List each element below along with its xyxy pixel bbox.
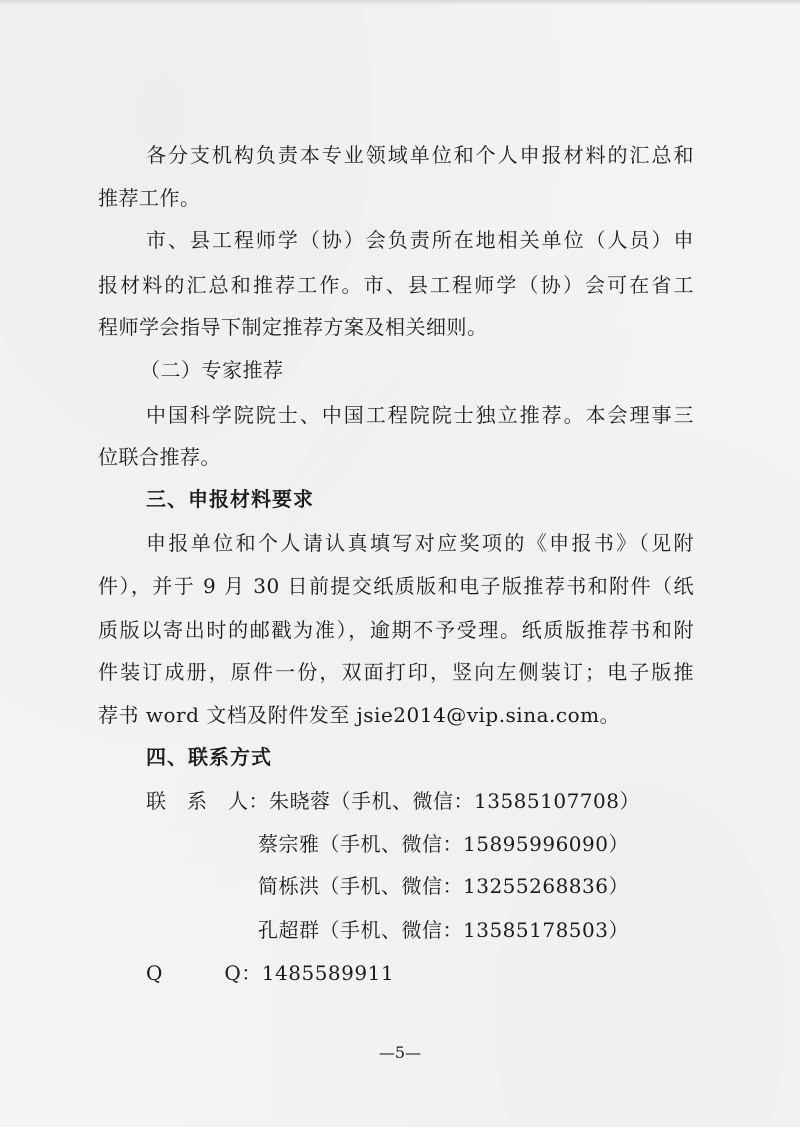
paragraph-line: 位联合推荐。	[98, 445, 221, 469]
paragraph-line: 质版以寄出时的邮戳为准），逾期不予受理。纸质版推荐书和附	[98, 618, 694, 642]
section-heading: 三、申报材料要求	[146, 487, 314, 511]
paragraph-line: 荐书 word 文档及附件发至 jsie2014@vip.sina.com。	[98, 703, 621, 727]
paragraph-line: 申报单位和个人请认真填写对应奖项的《申报书》（见附	[146, 531, 694, 555]
qq-line: Q Q：1485589911	[146, 961, 395, 985]
scan-edge	[0, 0, 800, 6]
paragraph-line: 推荐工作。	[98, 186, 201, 210]
paragraph-line: 件），并于 9 月 30 日前提交纸质版和电子版推荐书和附件（纸	[98, 574, 694, 598]
section-heading: 四、联系方式	[146, 745, 272, 769]
paragraph-line: 市、县工程师学（协）会负责所在地相关单位（人员）申	[146, 228, 694, 252]
contact-line: 简栎洪（手机、微信：13255268836）	[258, 874, 629, 898]
subsection-heading: （二）专家推荐	[140, 358, 284, 382]
paragraph-line: 报材料的汇总和推荐工作。市、县工程师学（协）会可在省工	[98, 273, 694, 297]
page-number: —5—	[378, 1043, 422, 1062]
paragraph-line: 中国科学院院士、中国工程院院士独立推荐。本会理事三	[146, 403, 694, 427]
contact-line: 蔡宗雅（手机、微信：15895996090）	[258, 832, 629, 856]
paragraph-line: 各分支机构负责本专业领域单位和个人申报材料的汇总和	[146, 143, 694, 167]
paragraph-line: 程师学会指导下制定推荐方案及相关细则。	[98, 315, 488, 339]
contact-line: 联 系 人：朱晓蓉（手机、微信：13585107708）	[146, 789, 640, 813]
contact-line: 孔超群（手机、微信：13585178503）	[258, 918, 629, 942]
paragraph-line: 件装订成册，原件一份，双面打印，竖向左侧装订；电子版推	[98, 660, 694, 684]
